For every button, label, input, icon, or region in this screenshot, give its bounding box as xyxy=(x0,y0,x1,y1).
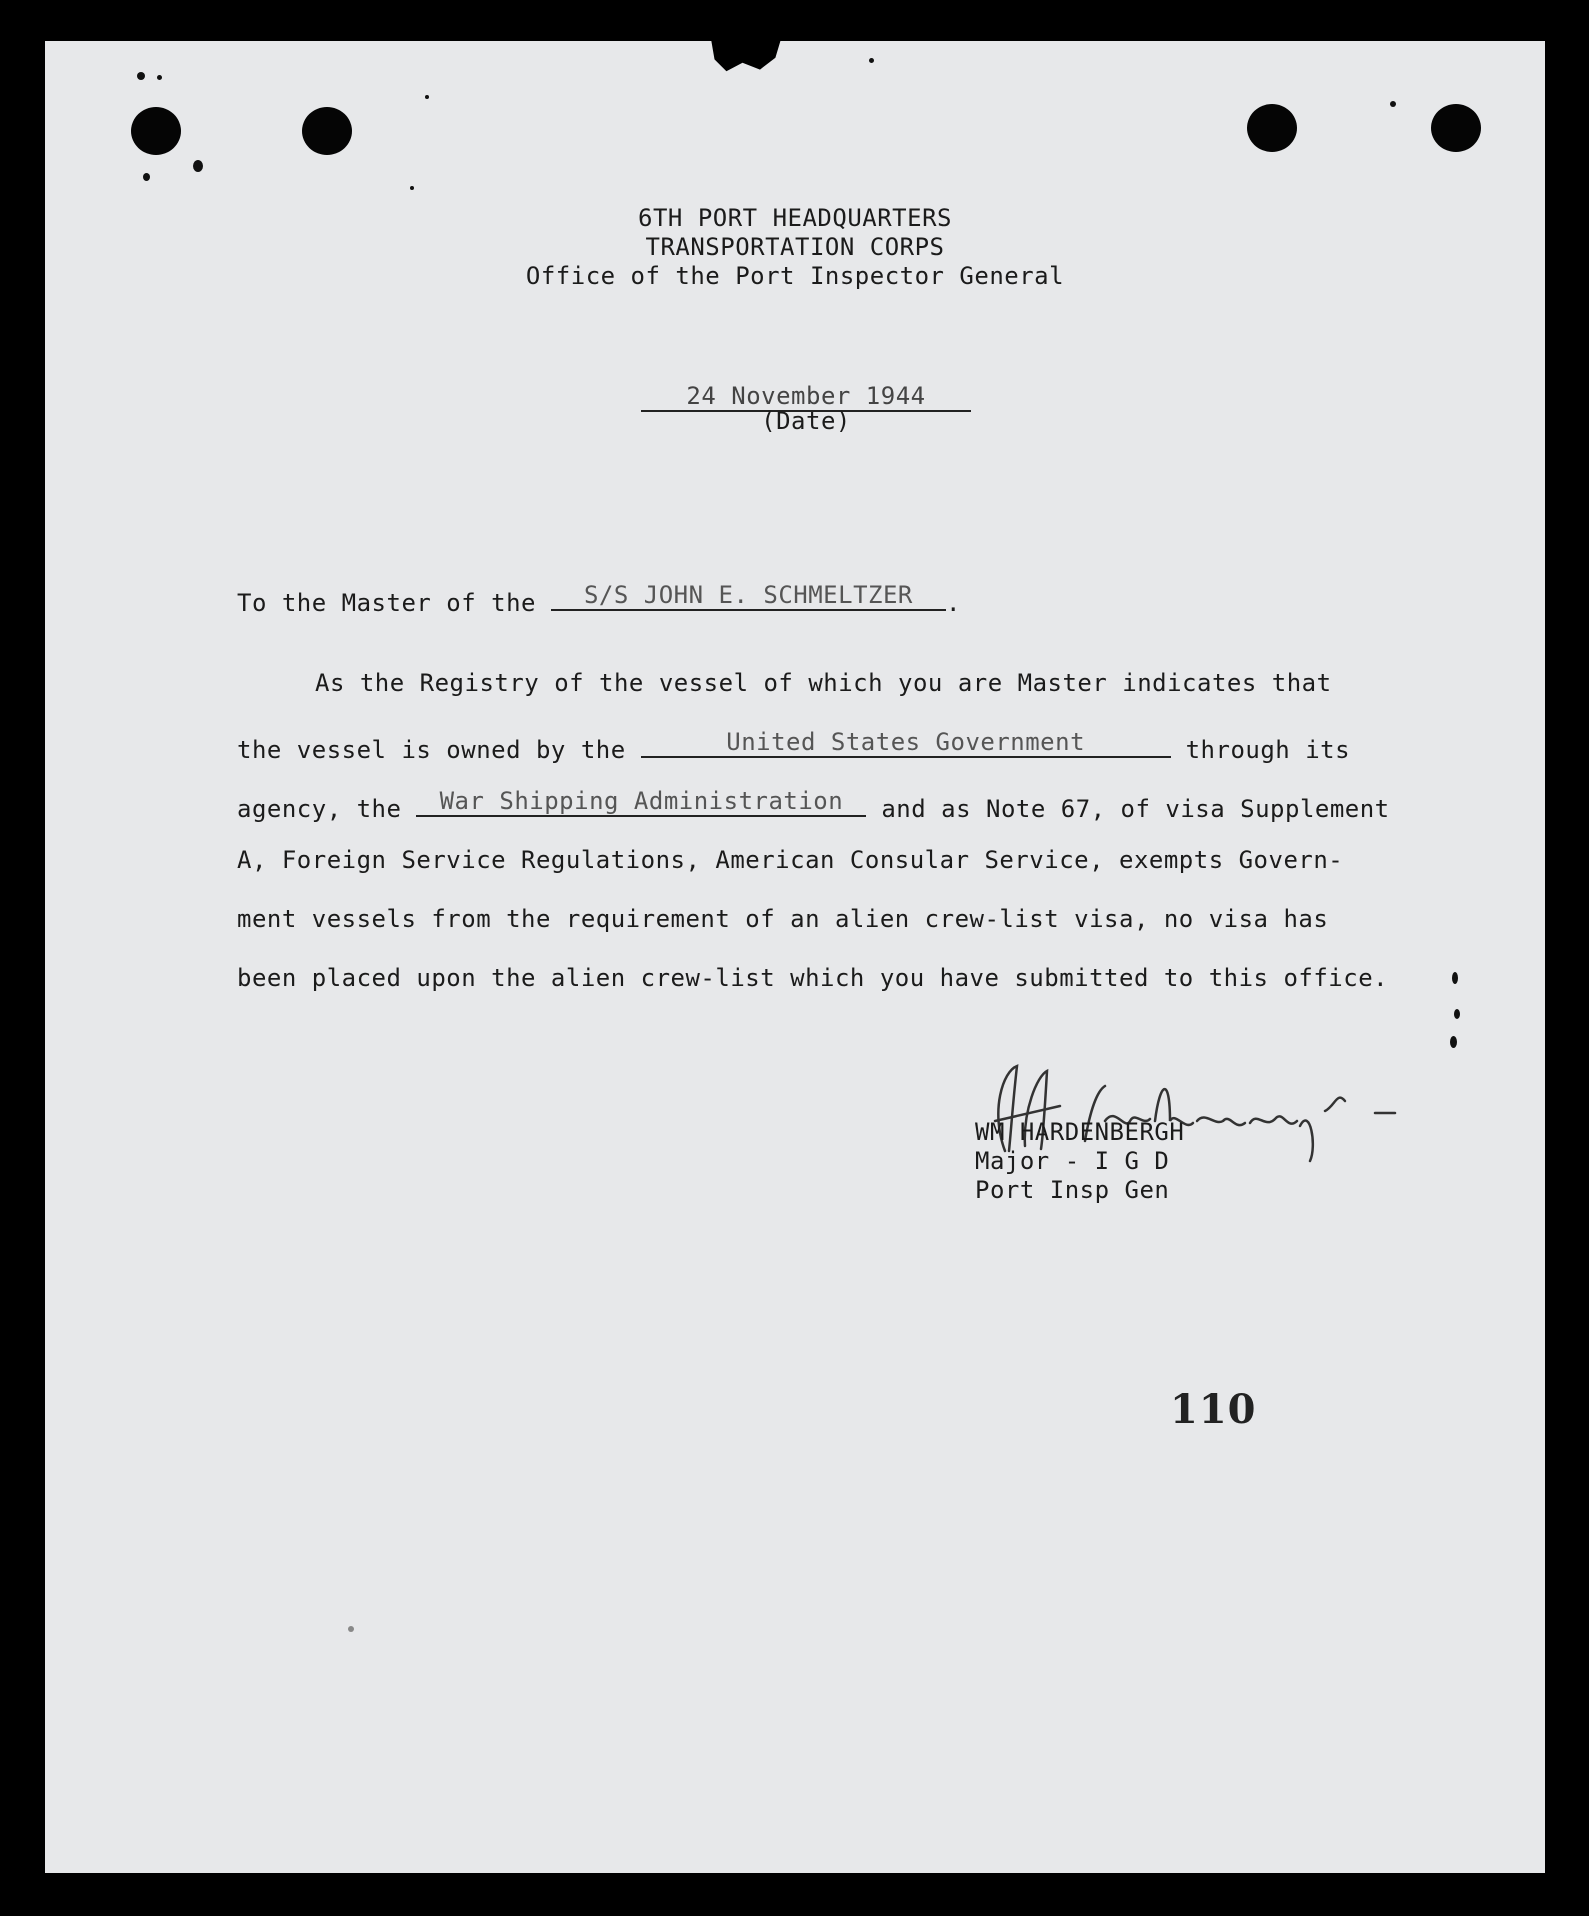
body-line-1: As the Registry of the vessel of which you are Master indicates that xyxy=(315,669,1332,697)
body-line-3 xyxy=(237,787,1390,823)
signer-title: Port Insp Gen xyxy=(975,1176,1170,1204)
date-label: (Date) xyxy=(761,407,851,435)
body-line-2-prefix: the vessel is owned by the xyxy=(237,736,626,764)
body-line-2-suffix: through its xyxy=(1185,736,1351,764)
body-line-3-prefix: agency, the xyxy=(237,795,402,823)
torn-edge xyxy=(711,39,781,73)
agency-field: War Shipping Administration xyxy=(416,787,866,817)
ink-speck xyxy=(425,95,429,99)
ink-speck xyxy=(348,1626,354,1632)
date-value: 24 November 1944 xyxy=(641,384,971,412)
vessel-name: S/S JOHN E. SCHMELTZER xyxy=(551,581,946,611)
punch-hole xyxy=(131,107,181,155)
ink-speck xyxy=(193,160,203,172)
header-line-2: TRANSPORTATION CORPS xyxy=(645,233,945,261)
ink-speck xyxy=(157,75,162,80)
body-line-4: A, Foreign Service Regulations, American Consular Service, exempts Govern- xyxy=(237,846,1344,874)
ink-speck xyxy=(869,58,874,63)
body-line-5: ment vessels from the requirement of an alien crew-list visa, no visa has xyxy=(237,905,1329,933)
punch-hole xyxy=(1431,104,1481,152)
header-line-1: 6TH PORT HEADQUARTERS xyxy=(638,204,952,232)
salutation-period: . xyxy=(945,589,961,617)
ink-speck xyxy=(1452,972,1458,984)
ink-speck xyxy=(1454,1009,1460,1019)
ink-speck xyxy=(143,173,150,181)
ink-speck xyxy=(410,186,414,190)
body-line-3-suffix: and as Note 67, of visa Supplement xyxy=(881,795,1390,823)
signer-name: WM HARDENBERGH xyxy=(975,1118,1185,1146)
signer-rank: Major - I G D xyxy=(975,1147,1170,1175)
header-line-3: Office of the Port Inspector General xyxy=(525,262,1065,290)
body-line-6: been placed upon the alien crew-list which you have submitted to this office. xyxy=(237,964,1389,992)
punch-hole xyxy=(1247,104,1297,152)
page-number-stamp: 110 xyxy=(1170,1386,1257,1433)
punch-hole xyxy=(302,107,352,155)
ink-speck xyxy=(1390,101,1396,107)
salutation-line xyxy=(237,581,961,617)
document-page xyxy=(45,41,1545,1873)
ink-speck xyxy=(137,72,145,80)
salutation-prefix: To the Master of the xyxy=(237,589,536,617)
ink-speck xyxy=(1450,1036,1457,1048)
owner-field: United States Government xyxy=(641,728,1171,758)
body-line-2 xyxy=(237,728,1350,764)
